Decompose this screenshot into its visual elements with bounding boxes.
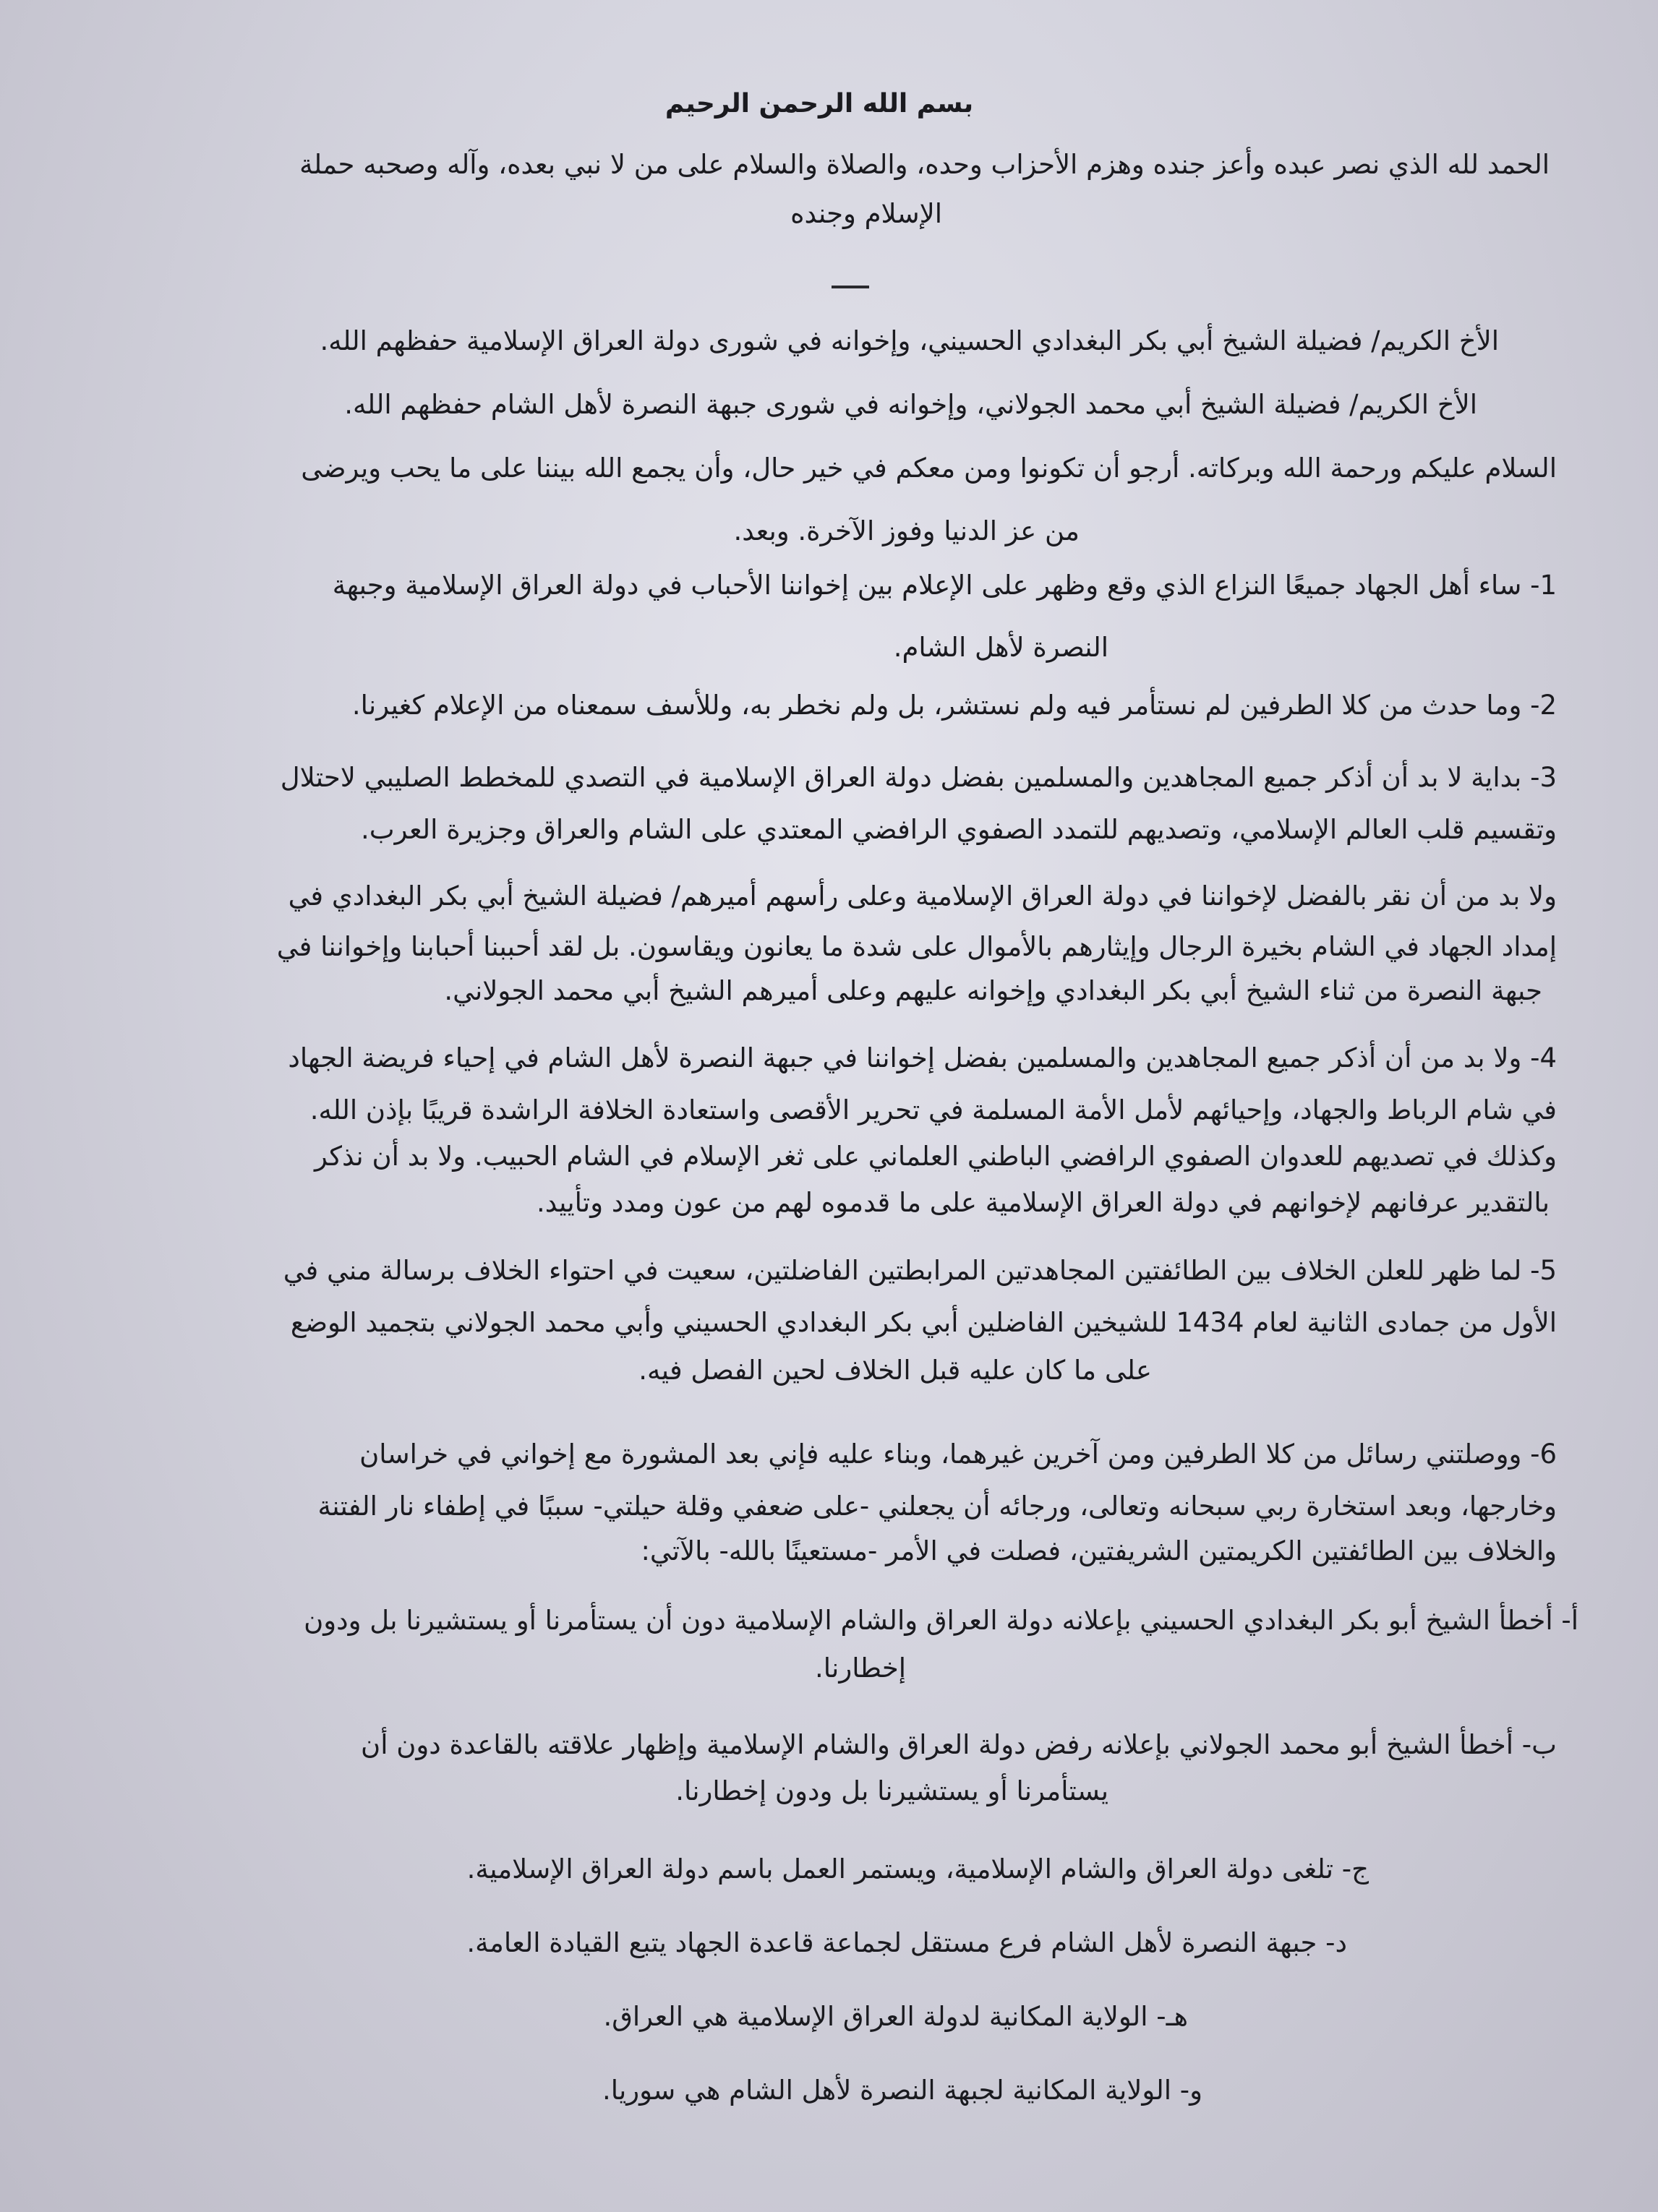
paragraph-6-line-2: وخارجها، وبعد استخارة ربي سبحانه وتعالى، ورجائه أن يجعلني -على ضعفي وقلة حيلتي- سببًا في إطفاء نار الفتنة [317, 1491, 1557, 1522]
paragraph-3b-line-3: جبهة النصرة من ثناء الشيخ أبي بكر البغدادي وإخوانه عليهم وعلى أميرهم الشيخ أبي محمد الجولاني. [444, 975, 1542, 1006]
paragraph-3-line-1: 3- بداية لا بد أن أذكر جميع المجاهدين والمسلمين بفضل دولة العراق الإسلامية في التصدي للمخطط الصليبي لاحتلال [280, 762, 1557, 793]
item-d: د- جبهة النصرة لأهل الشام فرع مستقل لجماعة قاعدة الجهاد يتبع القيادة العامة. [466, 1927, 1347, 1958]
paragraph-5-line-1: 5- لما ظهر للعلن الخلاف بين الطائفتين المجاهدتين المرابطتين الفاضلتين، سعيت في احتواء الخلاف برسالة مني في [283, 1255, 1557, 1286]
item-b-line-1: ب- أخطأ الشيخ أبو محمد الجولاني بإعلانه رفض دولة العراق والشام الإسلامية وإظهار علاقته بالقاعدة دون أن [361, 1729, 1557, 1760]
paragraph-4-line-3: وكذلك في تصديهم للعدوان الصفوي الرافضي الباطني العلماني على ثغر الإسلام في الشام الحبيب. ولا بد أن نذكر [314, 1141, 1557, 1172]
paragraph-3b-line-1: ولا بد من أن نقر بالفضل لإخواننا في دولة العراق الإسلامية وعلى رأسهم أميرهم/ فضيلة الشيخ أبي بكر البغدادي في [288, 880, 1557, 912]
separator-line [832, 286, 869, 288]
paragraph-4-line-1: 4- ولا بد من أن أذكر جميع المجاهدين والمسلمين بفضل إخواننا في جبهة النصرة لأهل الشام في إحياء فريضة الجهاد [288, 1042, 1557, 1073]
greeting-line-2: من عز الدنيا وفوز الآخرة. وبعد. [733, 515, 1080, 546]
paragraph-5-line-3: على ما كان عليه قبل الخلاف لحين الفصل فيه. [638, 1355, 1152, 1386]
paragraph-3-line-2: وتقسيم قلب العالم الإسلامي، وتصديهم للتمدد الصفوي الرافضي المعتدي على الشام والعراق وجزيرة العرب. [361, 814, 1557, 845]
item-a-line-2: إخطارنا. [815, 1652, 906, 1684]
basmala: بسم الله الرحمن الرحيم [665, 89, 974, 119]
paragraph-6-line-1: 6- ووصلتني رسائل من كلا الطرفين ومن آخرين غيرهما، وبناء عليه فإني بعد المشورة مع إخواني في خراسان [359, 1439, 1557, 1470]
paragraph-4-line-2: في شام الرباط والجهاد، وإحيائهم لأمل الأمة المسلمة في تحرير الأقصى واستعادة الخلافة الراشدة قريبًا بإذن الله. [309, 1094, 1557, 1126]
paragraph-2-line-1: 2- وما حدث من كلا الطرفين لم نستأمر فيه ولم نستشر، بل ولم نخطر به، وللأسف سمعناه من الإعلام كغيرنا. [351, 690, 1557, 721]
address-1: الأخ الكريم/ فضيلة الشيخ أبي بكر البغدادي الحسيني، وإخوانه في شورى دولة العراق الإسلامية حفظهم الله. [320, 325, 1499, 356]
paragraph-1-line-2: النصرة لأهل الشام. [893, 632, 1108, 663]
paragraph-5-line-2: الأول من جمادى الثانية لعام 1434 للشيخين الفاضلين أبي بكر البغدادي الحسيني وأبي محمد الجولاني بتجميد الوضع [290, 1307, 1557, 1338]
paragraph-3b-line-2: إمداد الجهاد في الشام بخيرة الرجال وإيثارهم بالأموال على شدة ما يعانون ويقاسون. بل لقد أحببنا أحبابنا وإخواننا في [276, 931, 1557, 962]
paragraph-6-line-3: والخلاف بين الطائفتين الكريمتين الشريفتين، فصلت في الأمر -مستعينًا بالله- بالآتي: [641, 1535, 1557, 1566]
paragraph-4-line-4: بالتقدير عرفانهم لإخوانهم في دولة العراق الإسلامية على ما قدموه لهم من عون ومدد وتأييد. [536, 1187, 1550, 1218]
praise-line-1: الحمد لله الذي نصر عبده وأعز جنده وهزم الأحزاب وحده، والصلاة والسلام على من لا نبي بعده، وآله وصحبه حملة [299, 149, 1550, 180]
paragraph-1-line-1: 1- ساء أهل الجهاد جميعًا النزاع الذي وقع وظهر على الإعلام بين إخواننا الأحباب في دولة العراق الإسلامية وجبهة [332, 570, 1557, 601]
item-e: هـ- الولاية المكانية لدولة العراق الإسلامية هي العراق. [603, 2001, 1188, 2032]
greeting-line-1: السلام عليكم ورحمة الله وبركاته. أرجو أن تكونوا ومن معكم في خير حال، وأن يجمع الله بيننا على ما يحب ويرضى [301, 453, 1557, 484]
item-a-line-1: أ- أخطأ الشيخ أبو بكر البغدادي الحسيني بإعلانه دولة العراق والشام الإسلامية دون أن يستأمرنا أو يستشيرنا بل ودون [304, 1605, 1578, 1636]
praise-line-2: الإسلام وجنده [790, 198, 942, 229]
address-2: الأخ الكريم/ فضيلة الشيخ أبي محمد الجولاني، وإخوانه في شورى جبهة النصرة لأهل الشام حفظهم الله. [344, 389, 1477, 420]
item-c: ج- تلغى دولة العراق والشام الإسلامية، ويستمر العمل باسم دولة العراق الإسلامية. [466, 1853, 1369, 1885]
item-b-line-2: يستأمرنا أو يستشيرنا بل ودون إخطارنا. [675, 1775, 1108, 1806]
item-f: و- الولاية المكانية لجبهة النصرة لأهل الشام هي سوريا. [602, 2075, 1202, 2106]
